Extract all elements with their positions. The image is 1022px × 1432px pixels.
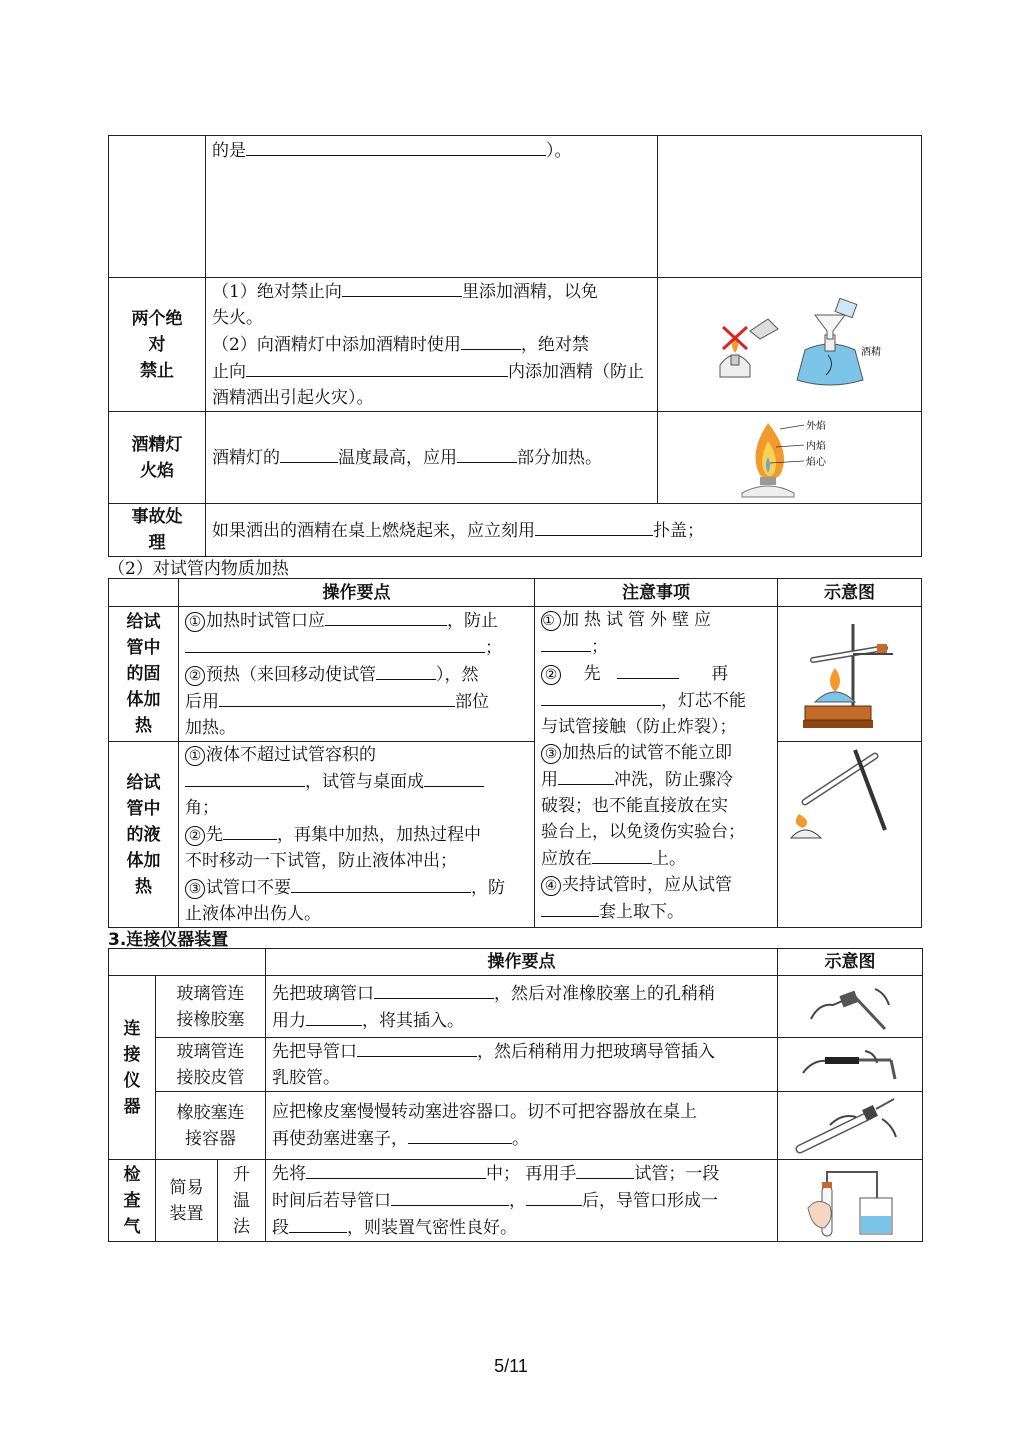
insert-rubber-tube-illustration bbox=[795, 1043, 905, 1087]
blank[interactable] bbox=[185, 634, 485, 653]
inner-flame-label: 内焰 bbox=[805, 440, 826, 452]
outer-flame-label: 外焰 bbox=[805, 420, 826, 432]
blank[interactable] bbox=[306, 1160, 486, 1179]
blank[interactable] bbox=[185, 768, 305, 787]
blank[interactable] bbox=[535, 517, 653, 536]
header-operation-points: 操作要点 bbox=[179, 579, 535, 607]
glass-to-rubber-tube-label: 玻璃管连 接胶皮管 bbox=[156, 1038, 266, 1092]
blank[interactable] bbox=[408, 1125, 512, 1144]
blank[interactable] bbox=[374, 980, 494, 999]
blank[interactable] bbox=[246, 137, 546, 156]
heating-notes: ① 加热试管外壁应 ； ② 先 再 ，灯芯不能 与试管接触（防止炸裂）； ③ 加热后的试管不能立即 用 冲洗，防止骤冷 破裂；也不能直接放在实 验台上，以免烫伤实验台； 应放在 上。 ④ 夹持试管时，应从试管 套上取下。 bbox=[535, 607, 778, 928]
check-airtightness-label: 检 查 气 bbox=[109, 1160, 156, 1242]
insert-stopper-illustration bbox=[790, 1095, 910, 1157]
blank[interactable] bbox=[576, 1160, 634, 1179]
empty-image-cell bbox=[658, 136, 922, 278]
airtightness-image-cell bbox=[778, 1160, 923, 1242]
blank[interactable] bbox=[342, 278, 462, 297]
airtightness-check-illustration bbox=[800, 1164, 900, 1238]
blank[interactable] bbox=[306, 1007, 362, 1026]
blank[interactable] bbox=[541, 633, 591, 652]
solid-heating-image-cell bbox=[778, 607, 922, 742]
blank[interactable] bbox=[541, 687, 661, 706]
liquid-heating-label: 给试 管中 的液 体加 热 bbox=[109, 742, 179, 928]
blank[interactable] bbox=[558, 766, 614, 785]
empty-label-cell bbox=[109, 136, 206, 278]
liquid-heating-illustration bbox=[785, 742, 915, 842]
heating-method-label: 升 温 法 bbox=[218, 1160, 266, 1242]
liquid-heating-points: ① 液体不超过试管容积的 ，试管与桌面成 角； ② 先 ，再集中加热，加热过程中 不时移动一下试管，防止液体冲出； ③ 试管口不要 ，防 止液体冲出伤人。 bbox=[179, 742, 535, 928]
blank[interactable] bbox=[461, 331, 521, 350]
two-prohibitions-label: 两个绝 对 禁止 bbox=[109, 278, 206, 412]
blank[interactable] bbox=[357, 1038, 477, 1057]
page-number: 5/11 bbox=[494, 1356, 528, 1376]
blank[interactable] bbox=[526, 1187, 582, 1206]
solid-heating-label: 给试 管中 的固 体加 热 bbox=[109, 607, 179, 742]
glass-tube-image-cell bbox=[778, 1038, 923, 1092]
airtightness-text: 先将 中； 再用手 试管；一段 时间后若导管口 ， 后，导管口形成一 段 ，则装置气密性良好。 bbox=[266, 1160, 778, 1242]
blank[interactable] bbox=[391, 1187, 509, 1206]
alcohol-lamp-table bbox=[108, 135, 922, 557]
stopper-to-container-text: 应把橡皮塞慢慢转动塞进容器口。切不可把容器放在桌上 再使劲塞进塞子， 。 bbox=[266, 1092, 778, 1160]
simple-device-label: 简易 装置 bbox=[156, 1160, 218, 1242]
solid-heating-illustration bbox=[785, 614, 915, 734]
flame-structure-illustration bbox=[730, 415, 850, 501]
two-prohibitions-text: （1）绝对禁止向 里添加酒精，以免 失火。 （2）向酒精灯中添加酒精时使用 ，绝对禁 止向 内添加酒精（防止 酒精洒出引起火灾）。 bbox=[206, 278, 658, 412]
liquid-heating-image-cell bbox=[778, 742, 922, 928]
alcohol-image-label: 酒精 bbox=[860, 346, 881, 358]
solid-heating-points: ① 加热时试管口应 ，防止 ； ② 预热（来回移动使试管 ），然 后用 部位 加热。 bbox=[179, 607, 535, 742]
header-notes: 注意事项 bbox=[535, 579, 778, 607]
blank[interactable] bbox=[541, 898, 599, 917]
glass-to-rubber-stopper-label: 玻璃管连 接橡胶塞 bbox=[156, 976, 266, 1038]
glass-stopper-image-cell bbox=[778, 976, 923, 1038]
accident-label: 事故处 理 bbox=[109, 504, 206, 557]
glass-to-rubber-tube-text: 先把导管口 ，然后稍稍用力把玻璃导管插入 乳胶管。 bbox=[266, 1038, 778, 1092]
blank[interactable] bbox=[592, 845, 652, 864]
funnel-refill-icon bbox=[797, 298, 863, 385]
blank[interactable] bbox=[280, 444, 338, 463]
section3-title: 3.连接仪器装置 bbox=[108, 930, 229, 950]
blank[interactable] bbox=[457, 444, 517, 463]
blank[interactable] bbox=[424, 768, 484, 787]
blank[interactable] bbox=[289, 1214, 347, 1233]
header-operation-points: 操作要点 bbox=[266, 949, 778, 976]
insert-glass-tube-illustration bbox=[805, 979, 895, 1035]
lit-lamp-no-refill-icon bbox=[720, 319, 778, 377]
blank[interactable] bbox=[219, 688, 455, 707]
accident-text: 如果洒出的酒精在桌上燃烧起来，应立刻用 扑盖； bbox=[206, 504, 922, 557]
flame-label: 酒精灯 火焰 bbox=[109, 412, 206, 504]
stopper-to-container-label: 橡胶塞连 接容器 bbox=[156, 1092, 266, 1160]
blank[interactable] bbox=[376, 661, 436, 680]
glass-to-rubber-stopper-text: 先把玻璃管口 ，然后对准橡胶塞上的孔稍稍 用力 ，将其插入。 bbox=[266, 976, 778, 1038]
stopper-container-image-cell bbox=[778, 1092, 923, 1160]
blank[interactable] bbox=[223, 821, 277, 840]
flame-image-cell bbox=[658, 412, 922, 504]
prohibition-image-cell bbox=[658, 278, 922, 412]
connect-apparatus-label: 连 接 仪 器 bbox=[109, 976, 156, 1160]
flame-core-label: 焰心 bbox=[805, 456, 826, 468]
section2-title: （2）对试管内物质加热 bbox=[108, 559, 289, 579]
connect-apparatus-table bbox=[108, 948, 923, 1242]
blank[interactable] bbox=[325, 607, 447, 626]
flame-text: 酒精灯的 温度最高，应用 部分加热。 bbox=[206, 412, 658, 504]
blank[interactable] bbox=[246, 358, 508, 377]
heating-test-tube-table bbox=[108, 578, 922, 928]
header-diagram: 示意图 bbox=[778, 579, 922, 607]
alcohol-lamp-refill-illustration bbox=[665, 295, 915, 395]
row0-text: 的是 ）。 bbox=[206, 136, 658, 278]
blank[interactable] bbox=[291, 874, 471, 893]
header-diagram: 示意图 bbox=[778, 949, 923, 976]
blank[interactable] bbox=[617, 660, 679, 679]
